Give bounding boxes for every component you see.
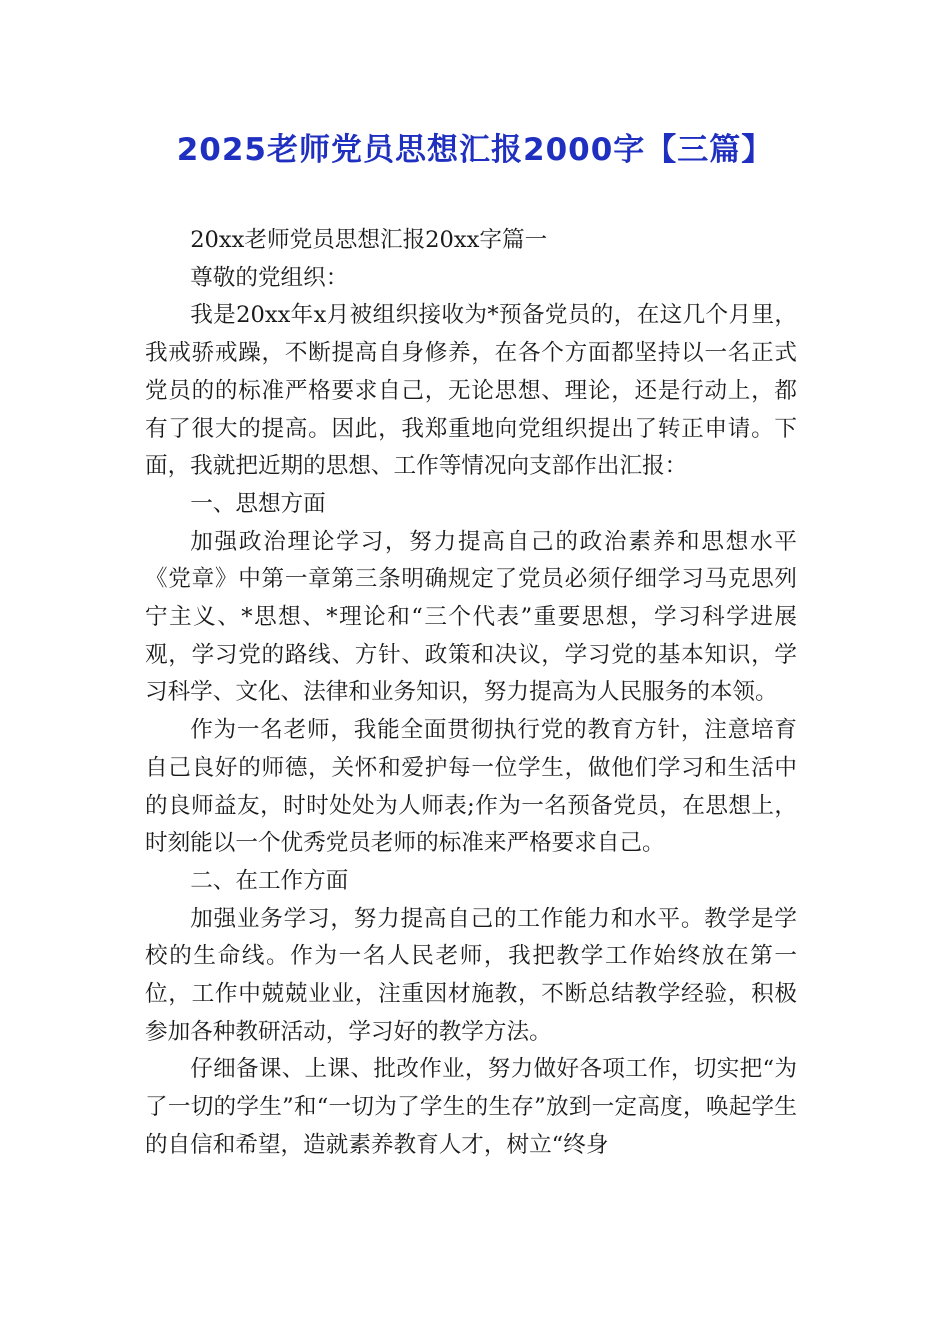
paragraph-heading-work: 二、在工作方面 <box>190 867 349 894</box>
paragraph-lesson-prep: 仔细备课、上课、批改作业，努力做好各项工作，切实把“为了一切的学生”和“一切为了学生的生存”放到一定高度，唤起学生的自信和希望，造就素养教育人才，树立“终身 <box>145 1056 797 1158</box>
paragraph-section-heading: 20xx老师党员思想汇报20xx字篇一 <box>190 227 548 253</box>
paragraph-business-study: 加强业务学习，努力提高自己的工作能力和水平。教学是学校的生命线。作为一名人民老师，我把教学工作始终放在第一位，工作中兢兢业业，注重因材施教，不断总结教学经验，积极参加各种教研活动，学习好的教学方法。 <box>145 905 797 1045</box>
paragraph-theory-study: 加强政治理论学习，努力提高自己的政治素养和思想水平《党章》中第一章第三条明确规定了党员必须仔细学习马克思列宁主义、*思想、*理论和“三个代表”重要思想，学习科学进展观，学习党的路线、方针、政策和决议，学习党的基本知识，学习科学、文化、法律和业务知识，努力提高为人民服务的本领。 <box>145 528 797 706</box>
paragraph-heading-thought: 一、思想方面 <box>190 490 326 517</box>
paragraph-salutation: 尊敬的党组织： <box>190 264 349 291</box>
document-body <box>145 222 797 1165</box>
document-title: 2025老师党员思想汇报2000字【三篇】 <box>176 132 774 168</box>
paragraph-teacher-ethics: 作为一名老师，我能全面贯彻执行党的教育方针，注意培育自己良好的师德，关怀和爱护每一位学生，做他们学习和生活中的良师益友，时时处处为人师表;作为一名预备党员，在思想上，时刻能以一个优秀党员老师的标准来严格要求自己。 <box>145 717 797 857</box>
paragraph-intro: 我是20xx年x月被组织接收为*预备党员的，在这几个月里，我戒骄戒躁，不断提高自身修养，在各个方面都坚持以一名正式党员的的标准严格要求自己，无论思想、理论，还是行动上，都有了很大的提高。因此，我郑重地向党组织提出了转正申请。下面，我就把近期的思想、工作等情况向支部作出汇报： <box>145 302 797 480</box>
